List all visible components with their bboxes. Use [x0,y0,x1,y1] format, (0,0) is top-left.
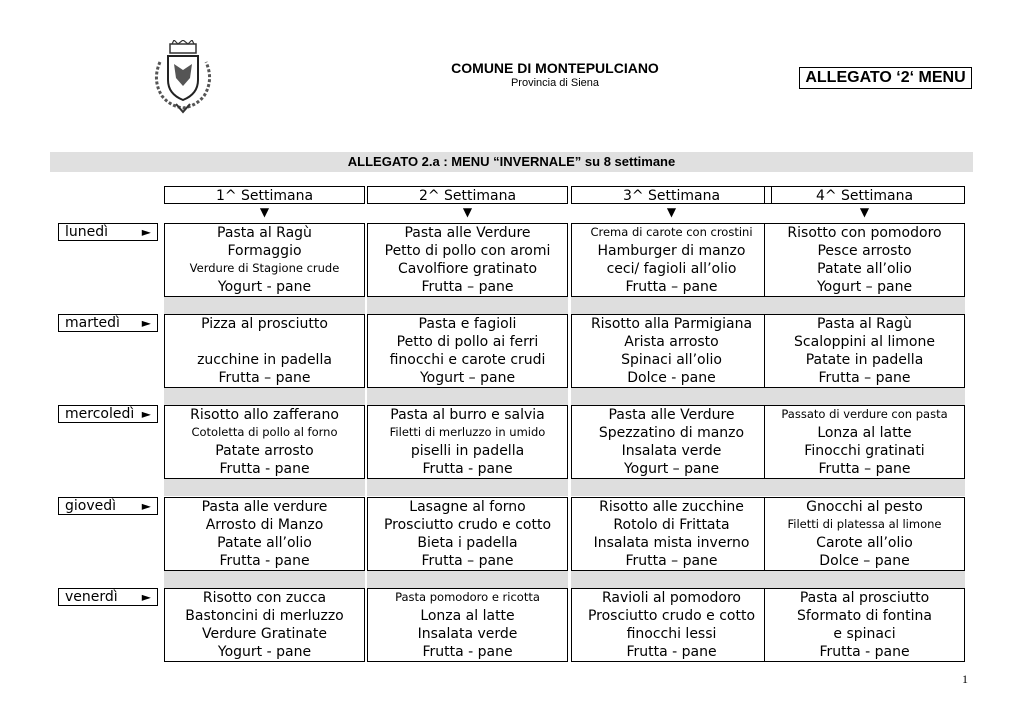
right-arrow-icon: ► [141,499,151,513]
menu-cell [164,497,365,571]
menu-item: Risotto allo zafferano [190,407,339,423]
row-separator [764,388,965,405]
menu-item: Dolce – pane [819,553,910,569]
menu-cell [164,405,365,479]
menu-item: Insalata verde [417,626,518,642]
day-label-1 [58,223,158,241]
menu-item: Pasta alle verdure [201,499,328,515]
menu-item: Gnocchi al pesto [806,499,923,515]
menu-item: Frutta - pane [219,461,310,477]
menu-item: Pasta alle Verdure [608,407,735,423]
menu-item: Yogurt – pane [623,461,720,477]
menu-cell [164,314,365,388]
menu-cell [367,588,568,662]
right-arrow-icon: ► [141,590,151,604]
menu-item: Verdure Gratinate [201,626,327,642]
menu-cell [367,314,568,388]
menu-cell [764,497,965,571]
menu-item: Scaloppini al limone [794,334,935,350]
menu-item: e spinaci [833,626,896,642]
menu-item: Frutta - pane [819,644,910,660]
week-header-1: 1^ Settimana [164,186,365,204]
menu-item: Risotto con pomodoro [787,225,942,241]
menu-cell [764,314,965,388]
menu-item: Spinaci all’olio [621,352,722,368]
menu-item: Lasagne al forno [409,499,526,515]
menu-item: Frutta – pane [421,279,514,295]
menu-item: zucchine in padella [197,352,332,368]
menu-cell [764,405,965,479]
menu-item: Pasta al burro e salvia [390,407,545,423]
row-separator [164,297,365,314]
row-separator [367,388,568,405]
menu-item: Pizza al prosciutto [201,316,328,332]
menu-item: Yogurt – pane [816,279,913,295]
menu-item: finocchi lessi [626,626,717,642]
right-arrow-icon: ► [141,407,151,421]
row-separator [367,571,568,588]
row-separator [164,571,365,588]
row-separator [571,388,772,405]
menu-item: Dolce - pane [627,370,716,386]
menu-item: Frutta - pane [626,644,717,660]
menu-item: Yogurt - pane [217,644,312,660]
day-name: lunedì [65,224,109,240]
menu-item: Frutta - pane [219,553,310,569]
menu-item: Frutta – pane [625,279,718,295]
down-arrow-icon: ▼ [859,205,870,219]
menu-item: Insalata verde [621,443,722,459]
menu-item: Verdure di Stagione crude [189,261,340,275]
menu-item: Spezzatino di manzo [598,425,745,441]
menu-item: Frutta – pane [818,370,911,386]
menu-item: Hamburger di manzo [597,243,746,259]
menu-item: Bastoncini di merluzzo [185,608,344,624]
menu-item: Patate all’olio [817,261,912,277]
row-separator [367,297,568,314]
week-header-3: 3^ Settimana [571,186,772,204]
menu-item: Pasta al prosciutto [799,590,930,606]
menu-item: Patate arrosto [215,443,314,459]
menu-item: Lonza al latte [420,608,515,624]
day-name: martedì [65,315,120,331]
menu-item: Formaggio [227,243,302,259]
row-separator [571,479,772,496]
menu-item: Patate all’olio [217,535,312,551]
menu-item: Arista arrosto [624,334,719,350]
menu-item: Frutta – pane [218,370,311,386]
menu-item: Rotolo di Frittata [613,517,730,533]
menu-item: Pasta al Ragù [217,225,312,241]
row-separator [367,479,568,496]
menu-cell [571,497,772,571]
menu-cell [571,588,772,662]
menu-item: Passato di verdure con pasta [781,407,948,421]
menu-item: Ravioli al pomodoro [601,590,741,606]
menu-item: Petto di pollo con aromi [384,243,551,259]
menu-item: Pasta alle Verdure [404,225,531,241]
menu-item: Crema di carote con crostini [590,225,753,239]
menu-item: Patate in padella [805,352,924,368]
menu-item: Carote all’olio [816,535,913,551]
menu-item: ceci/ fagioli all’olio [606,261,737,277]
menu-item [165,333,364,351]
menu-cell [571,223,772,297]
down-arrow-icon: ▼ [462,205,473,219]
row-separator [764,571,965,588]
day-label-5 [58,588,158,606]
menu-cell [367,497,568,571]
down-arrow-icon: ▼ [259,205,270,219]
menu-item: Petto di pollo ai ferri [396,334,539,350]
menu-item: Lonza al latte [817,425,912,441]
right-arrow-icon: ► [141,225,151,239]
row-separator [764,297,965,314]
menu-item: Frutta – pane [818,461,911,477]
day-label-4 [58,497,158,515]
menu-item: Insalata mista inverno [593,535,750,551]
week-header-4: 4^ Settimana [764,186,965,204]
menu-item: Risotto con zucca [202,590,327,606]
menu-cell [367,223,568,297]
menu-cell [164,223,365,297]
day-name: giovedì [65,498,117,514]
right-arrow-icon: ► [141,316,151,330]
menu-cell [164,588,365,662]
menu-item: Pasta pomodoro e ricotta [395,590,540,604]
row-separator [571,571,772,588]
menu-item: Yogurt – pane [419,370,516,386]
menu-cell [764,223,965,297]
menu-item: Pesce arrosto [817,243,912,259]
menu-item: Frutta – pane [421,553,514,569]
menu-item: Bieta i padella [417,535,518,551]
day-label-2 [58,314,158,332]
menu-item: Frutta - pane [422,644,513,660]
menu-item: Sformato di fontina [796,608,933,624]
municipality-name: COMUNE DI MONTEPULCIANO [451,60,659,76]
menu-item: Filetti di platessa al limone [787,517,942,531]
menu-cell [764,588,965,662]
menu-item: piselli in padella [410,443,525,459]
day-label-3 [58,405,158,423]
menu-item: Arrosto di Manzo [205,517,324,533]
province-name: Provincia di Siena [510,77,600,89]
menu-item: Frutta – pane [625,553,718,569]
down-arrow-icon: ▼ [666,205,677,219]
attachment-title: ALLEGATO ‘2‘ MENU [799,67,972,89]
menu-item: Pasta al Ragù [817,316,912,332]
day-name: mercoledì [65,406,135,422]
row-separator [164,388,365,405]
row-separator [164,479,365,496]
menu-item: Cavolfiore gratinato [397,261,538,277]
menu-item: Pasta e fagioli [418,316,517,332]
menu-title-band: ALLEGATO 2.a : MENU “INVERNALE” su 8 settimane [50,152,973,172]
week-header-2: 2^ Settimana [367,186,568,204]
day-name: venerdì [65,589,118,605]
menu-item: Frutta - pane [422,461,513,477]
row-separator [764,479,965,496]
menu-item: Cotoletta di pollo al forno [191,425,338,439]
page-number: 1 [962,672,968,686]
menu-item: Finocchi gratinati [804,443,925,459]
menu-item: Prosciutto crudo e cotto [383,517,552,533]
menu-item: Risotto alle zucchine [599,499,744,515]
menu-cell [367,405,568,479]
menu-cell [571,314,772,388]
row-separator [571,297,772,314]
menu-item: Filetti di merluzzo in umido [389,425,546,439]
menu-item: Prosciutto crudo e cotto [587,608,756,624]
menu-item: finocchi e carote crudi [389,352,546,368]
municipal-crest-icon [150,40,216,116]
menu-item: Yogurt - pane [217,279,312,295]
menu-cell [571,405,772,479]
menu-item: Risotto alla Parmigiana [590,316,753,332]
